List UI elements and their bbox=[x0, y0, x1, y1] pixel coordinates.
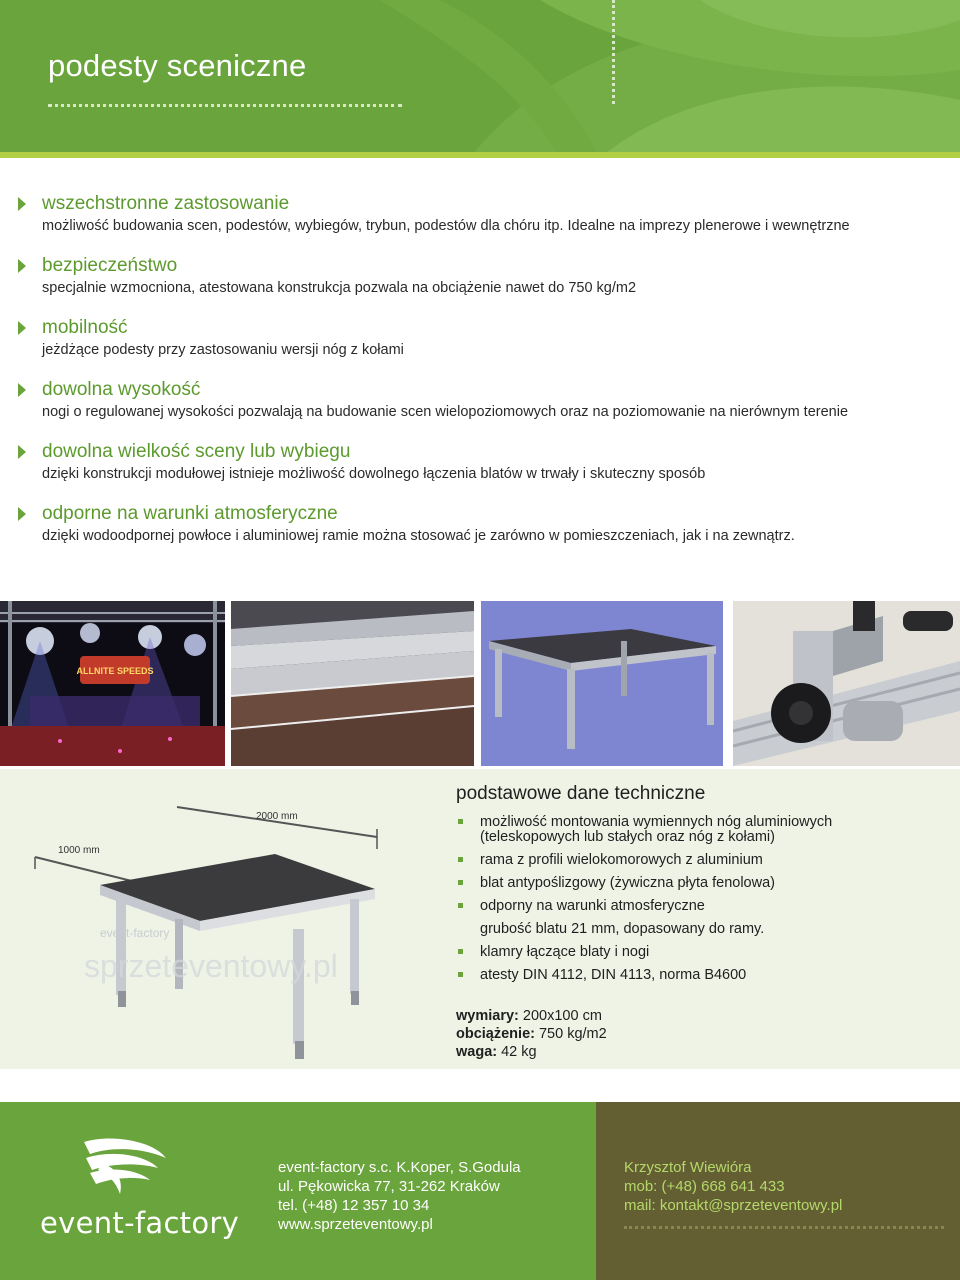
company-name: event-factory s.c. K.Koper, S.Godula bbox=[278, 1159, 521, 1176]
list-item-line: możliwość montowania wymiennych nóg aluminiowych bbox=[480, 814, 833, 830]
photo-stage-tiers bbox=[231, 601, 474, 766]
arrow-right-icon bbox=[18, 321, 26, 335]
feature-item bbox=[18, 316, 948, 378]
spec-dimensions bbox=[456, 1007, 607, 1025]
feature-title: odporne na warunki atmosferyczne bbox=[42, 503, 338, 524]
spec-value: 200x100 cm bbox=[518, 1008, 602, 1024]
spec-label: wymiary: bbox=[456, 1008, 519, 1024]
arrow-right-icon bbox=[18, 259, 26, 273]
feature-description: dzięki konstrukcji modułowej istnieje możliwość dowolnego łączenia blatów w trwały i skuteczny sposób bbox=[42, 466, 706, 482]
feature-description: dzięki wodoodpornej powłoce i aluminiowej ramie można stosować je zarówno w pomieszczeniach, jak i na zewnątrz. bbox=[42, 528, 795, 544]
footer bbox=[0, 1102, 960, 1280]
feature-description: możliwość budowania scen, podestów, wybiegów, trybun, podestów dla chóru itp. Idealne na imprezy plenerowe i wewnętrzne bbox=[42, 218, 850, 234]
header-accent-bar bbox=[0, 152, 960, 158]
spec-label: waga: bbox=[456, 1044, 498, 1060]
contact-mobile: mob: (+48) 668 641 433 bbox=[624, 1178, 785, 1195]
footer-company-panel bbox=[0, 1102, 596, 1280]
feature-title: mobilność bbox=[42, 317, 128, 338]
list-item: atesty DIN 4112, DIN 4113, norma B4600 bbox=[456, 968, 936, 983]
feature-item bbox=[18, 378, 948, 440]
photo-concert-stage bbox=[0, 601, 225, 766]
feature-item bbox=[18, 502, 948, 564]
event-factory-logo-icon bbox=[40, 1136, 170, 1196]
feature-title: dowolna wysokość bbox=[42, 379, 201, 400]
company-info bbox=[278, 1158, 521, 1234]
feature-description: jeżdżące podesty przy zastosowaniu wersji nóg z kołami bbox=[42, 342, 404, 358]
spec-summary bbox=[456, 1007, 607, 1061]
arrow-right-icon bbox=[18, 507, 26, 521]
header-dotted-line bbox=[48, 104, 402, 107]
feature-description: specjalnie wzmocniona, atestowana konstrukcja pozwala na obciążenie nawet do 750 kg/m2 bbox=[42, 280, 637, 296]
feature-title: bezpieczeństwo bbox=[42, 255, 178, 276]
feature-item bbox=[18, 192, 948, 254]
depth-dimension-label: 1000 mm bbox=[58, 845, 100, 856]
list-item: klamry łączące blaty i nogi bbox=[456, 945, 936, 960]
arrow-right-icon bbox=[18, 445, 26, 459]
list-item: odporny na warunki atmosferyczne bbox=[456, 899, 936, 914]
list-item-line: (teleskopowych lub stałych oraz nóg z kołami) bbox=[480, 829, 775, 845]
contact-email-link[interactable]: mail: kontakt@sprzeteventowy.pl bbox=[624, 1197, 843, 1214]
arrow-right-icon bbox=[18, 383, 26, 397]
contact-info bbox=[624, 1158, 842, 1215]
watermark-small: event-factory bbox=[100, 926, 170, 940]
spec-load bbox=[456, 1025, 607, 1043]
list-item: grubość blatu 21 mm, dopasowany do ramy. bbox=[480, 921, 765, 937]
page-title: podesty sceniczne bbox=[48, 48, 307, 83]
contact-person: Krzysztof Wiewióra bbox=[624, 1159, 752, 1176]
feature-item bbox=[18, 440, 948, 502]
spec-label: obciążenie: bbox=[456, 1026, 535, 1042]
list-item bbox=[456, 815, 936, 845]
spec-weight bbox=[456, 1043, 607, 1061]
arrow-right-icon bbox=[18, 197, 26, 211]
tech-heading: podstawowe dane techniczne bbox=[456, 783, 706, 804]
list-item: blat antypoślizgowy (żywiczna płyta fenolowa) bbox=[456, 876, 936, 891]
company-website-link[interactable]: www.sprzeteventowy.pl bbox=[278, 1216, 433, 1233]
feature-item bbox=[18, 254, 948, 316]
company-phone: tel. (+48) 12 357 10 34 bbox=[278, 1197, 430, 1214]
tech-spec-list bbox=[456, 815, 936, 991]
stage-dimension-drawing bbox=[20, 779, 430, 1069]
concert-banner-text: ALLNITE SPEEDS bbox=[76, 666, 154, 676]
feature-list bbox=[18, 192, 948, 564]
list-item: rama z profili wielokomorowych z aluminium bbox=[456, 853, 936, 868]
width-dimension-label: 2000 mm bbox=[256, 811, 298, 822]
technical-section bbox=[0, 769, 960, 1069]
spec-value: 42 kg bbox=[497, 1044, 537, 1060]
photo-leg-detail bbox=[733, 601, 960, 766]
photo-stage-platform bbox=[481, 601, 723, 766]
footer-dotted-line bbox=[624, 1226, 944, 1229]
spec-value: 750 kg/m2 bbox=[534, 1026, 607, 1042]
feature-title: wszechstronne zastosowanie bbox=[42, 193, 290, 214]
feature-description: nogi o regulowanej wysokości pozwalają na budowanie scen wielopoziomowych oraz na poziomowanie na nierównym terenie bbox=[42, 404, 849, 420]
header-vertical-dots bbox=[612, 0, 615, 104]
company-address: ul. Pękowicka 77, 31-262 Kraków bbox=[278, 1178, 500, 1195]
footer-brand: event-factory bbox=[40, 1206, 240, 1240]
header-banner bbox=[0, 0, 960, 158]
feature-title: dowolna wielkość sceny lub wybiegu bbox=[42, 441, 351, 462]
watermark-big: sprzeteventowy.pl bbox=[84, 948, 338, 984]
